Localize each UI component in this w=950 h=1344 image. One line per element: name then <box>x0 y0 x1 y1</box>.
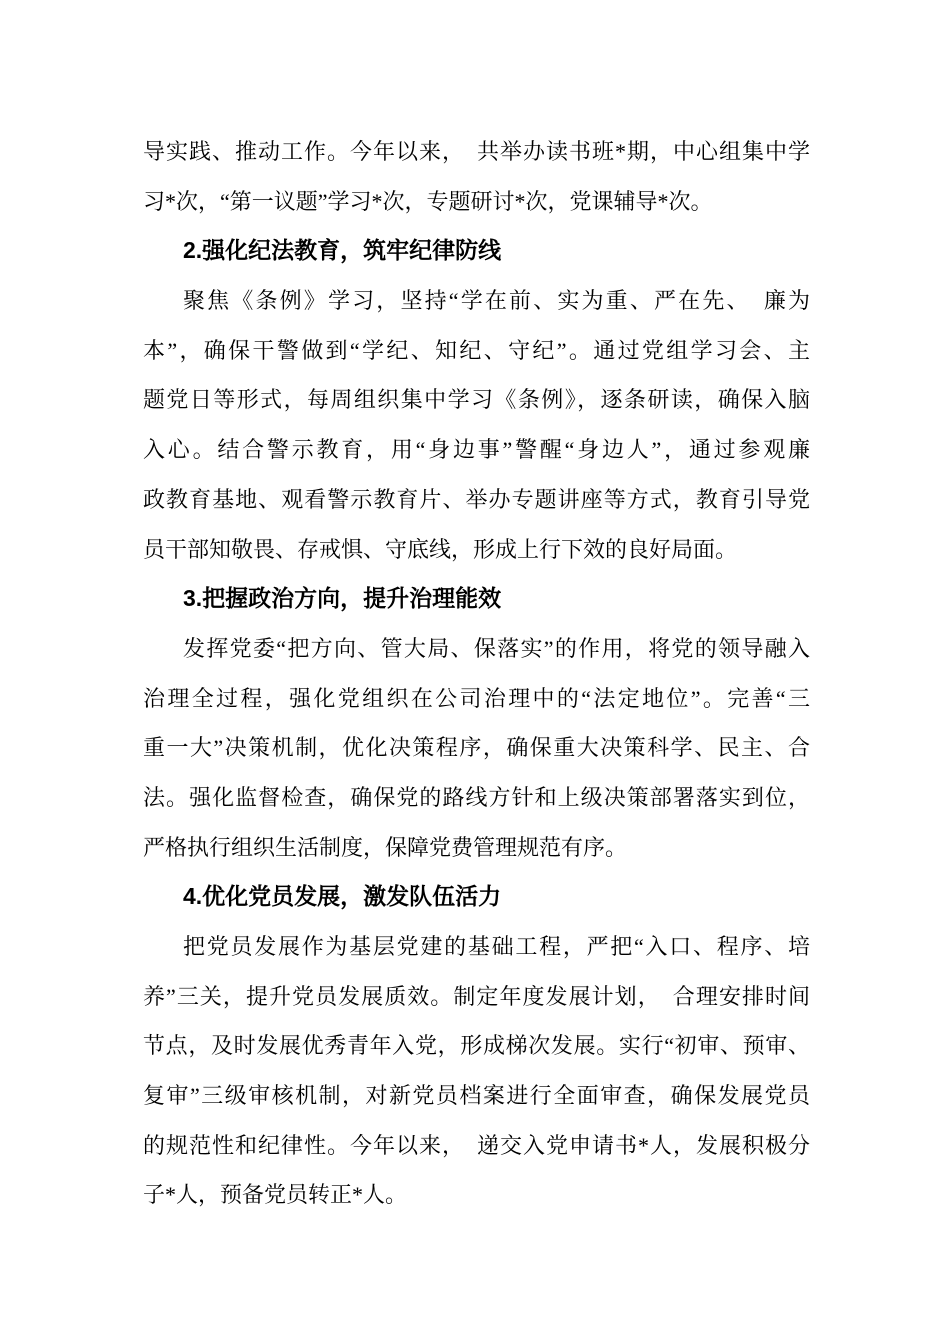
section-heading <box>143 574 810 624</box>
text-line: 入心。结合警示教育，用“身边事”警醒“身边人”，通过参观廉 <box>143 437 810 463</box>
text-line: 3.把握政治方向，提升治理能效 <box>183 585 502 612</box>
paragraph <box>143 276 810 574</box>
document-text <box>143 127 810 1220</box>
text-line: 子*人，预备党员转正*人。 <box>143 1182 408 1208</box>
text-line: 4.优化党员发展，激发队伍活力 <box>183 883 502 910</box>
text-line: 政教育基地、观看警示教育片、举办专题讲座等方式，教育引导党 <box>143 486 810 512</box>
paragraph-continuation <box>143 127 810 226</box>
text-line: 题党日等形式，每周组织集中学习《条例》，逐条研读，确保入脑 <box>143 387 810 413</box>
section-heading <box>143 226 810 276</box>
text-line: 复审”三级审核机制，对新党员档案进行全面审查，确保发展党员 <box>143 1083 810 1109</box>
paragraph <box>143 922 810 1220</box>
text-line: 导实践、推动工作。今年以来， 共举办读书班*期，中心组集中学 <box>143 139 810 164</box>
text-line: 重一大”决策机制，优化决策程序，确保重大决策科学、民主、合 <box>143 735 810 761</box>
text-line: 严格执行组织生活制度，保障党费管理规范有序。 <box>143 834 628 860</box>
text-line: 节点，及时发展优秀青年入党，形成梯次发展。实行“初审、预审、 <box>143 1033 810 1059</box>
paragraph <box>143 624 810 872</box>
section-heading <box>143 872 810 922</box>
text-line: 的规范性和纪律性。今年以来， 递交入党申请书*人，发展积极分 <box>143 1132 810 1158</box>
text-line: 员干部知敬畏、存戒惧、守底线，形成上行下效的良好局面。 <box>143 536 738 562</box>
text-line: 养”三关，提升党员发展质效。制定年度发展计划， 合理安排时间 <box>143 983 810 1009</box>
text-line: 发挥党委“把方向、管大局、保落实”的作用，将党的领导融入 <box>183 635 810 661</box>
text-line: 把党员发展作为基层党建的基础工程，严把“入口、程序、培 <box>183 934 810 959</box>
text-line: 习*次，“第一议题”学习*次，专题研讨*次，党课辅导*次。 <box>143 188 713 214</box>
text-line: 聚焦《条例》学习，坚持“学在前、实为重、严在先、 廉为 <box>183 288 810 314</box>
text-line: 本”，确保干警做到“学纪、知纪、守纪”。通过党组学习会、主 <box>143 337 810 363</box>
text-line: 2.强化纪法教育，筑牢纪律防线 <box>183 237 502 264</box>
text-line: 法。强化监督检查，确保党的路线方针和上级决策部署落实到位， <box>143 784 810 810</box>
text-line: 治理全过程，强化党组织在公司治理中的“法定地位”。完善“三 <box>143 685 810 711</box>
